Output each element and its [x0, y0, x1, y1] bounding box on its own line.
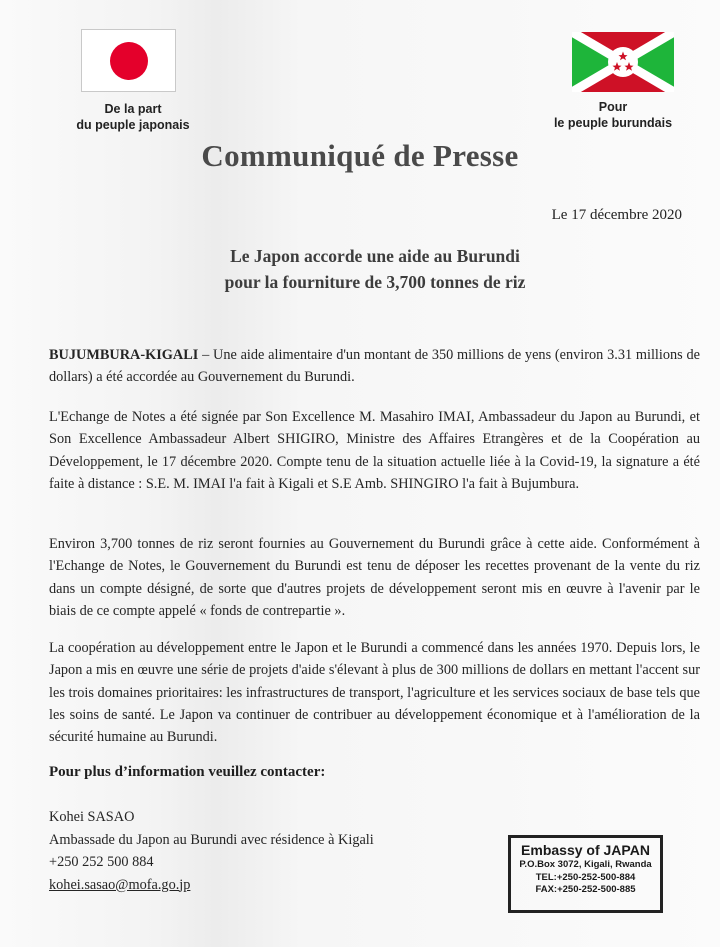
headline: [0, 243, 720, 295]
for-burundi-caption: [553, 99, 673, 131]
paragraph-intro: [49, 344, 700, 389]
headline-line: Le Japon accorde une aide au Burundi: [230, 246, 520, 266]
contact-heading: Pour plus d’information veuillez contacter:: [49, 764, 326, 780]
caption-line: du peuple japonais: [76, 118, 190, 132]
page-title: Communiqué de Presse: [201, 138, 519, 173]
stamp-title: Embassy of JAPAN: [521, 842, 650, 858]
paragraph-cooperation: La coopération au développement entre le Japon et le Burundi a commencé dans les années 1970. Depuis lors, le Japon a mis en œuvre une série de projets d'aide s'élevant à plus de 300 millions de dollars en mettant l'accent sur les trois domaines prioritaires: les infrastructures de transport, l'agriculture et les services sociaux de base tels que les soins de santé. Le Japon va continuer de contribuer au développement économique et à l'amélioration de la sécurité humaine au Burundi.: [49, 640, 700, 746]
embassy-stamp: [508, 835, 663, 913]
stamp-address: P.O.Box 3072, Kigali, Rwanda: [519, 859, 652, 870]
japan-flag-sun: [110, 42, 148, 80]
dateline: BUJUMBURA-KIGALI: [49, 347, 199, 363]
paragraph-intro-text: – Une aide alimentaire d'un montant de 350 millions de yens (environ 3.31 millions de dollars) a été accordée au Gouvernement du Burundi.: [49, 347, 700, 386]
stamp-tel: TEL:+250-252-500-884: [535, 871, 636, 883]
contact-block: [49, 806, 469, 896]
release-date: Le 17 décembre 2020: [551, 207, 682, 223]
stamp-fax: FAX:+250-252-500-885: [535, 884, 636, 895]
from-japan-caption: [48, 101, 218, 133]
contact-email-link[interactable]: kohei.sasao@mofa.go.jp: [49, 876, 191, 893]
contact-org: Ambassade du Japon au Burundi avec résidence à Kigali: [49, 831, 374, 848]
paragraph-rice: Environ 3,700 tonnes de riz seront fournies au Gouvernement du Burundi grâce à cette aide. Conformément à l'Echange de Notes, le Gouvernement du Burundi est tenu de déposer les recettes provenant de la vente du riz dans un compte désigné, de sorte que d'autres projets de développement seront mis en œuvre à l'avenir par le biais de ce compte appelé « fonds de contrepartie ».: [49, 536, 700, 619]
caption-line: De la part: [104, 102, 162, 116]
japan-flag-icon: [81, 29, 176, 92]
caption-line: Pour: [598, 100, 628, 114]
paragraph-signing: L'Echange de Notes a été signée par Son Excellence M. Masahiro IMAI, Ambassadeur du Japon au Burundi, et Son Excellence Ambassadeur Albert SHIGIRO, Ministre des Affaires Etrangères et de la Coopération au Développement, le 17 décembre 2020. Compte tenu de la situation actuelle liée à la Covid-19, la signature a été faite à distance : S.E. M. IMAI l'a fait à Kigali et S.E Amb. SHINGIRO l'a fait à Bujumbura.: [49, 409, 700, 492]
contact-phone: +250 252 500 884: [49, 854, 154, 870]
contact-name: Kohei SASAO: [49, 809, 135, 825]
caption-line: le peuple burundais: [553, 116, 673, 130]
headline-line: pour la fourniture de 3,700 tonnes de riz: [224, 272, 526, 292]
burundi-flag-icon: [572, 32, 674, 92]
